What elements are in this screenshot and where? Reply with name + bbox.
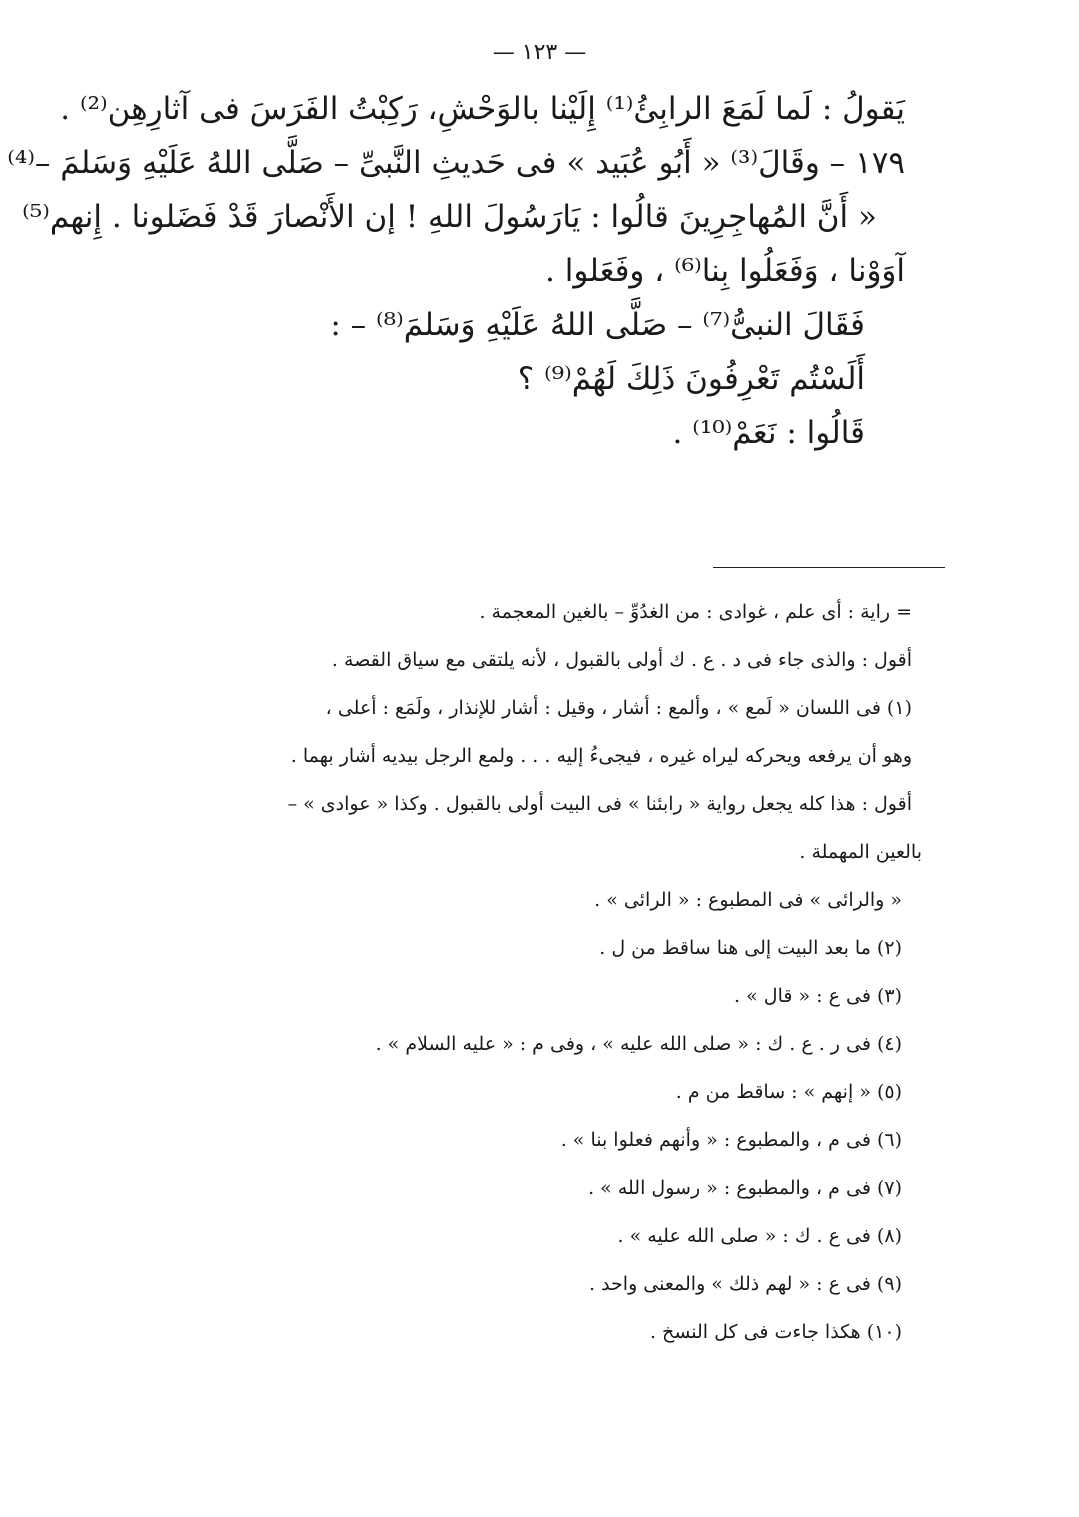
text-line: يَقولُ : لَما لَمَعَ الرابِئُ⁽¹⁾ إِلَيْنا بالوَحْشِ، رَكِبْتُ الفَرَسَ فى آثارِهِن⁽²⁾ .: [60, 91, 905, 127]
main-text: [7, 82, 905, 460]
page-number: — ١٢٣ —: [492, 40, 587, 65]
footnote-line: أقول : هذا كله يجعل رواية « رابئنا » فى البيت أولى بالقبول . وكذا « عوادى » –: [287, 793, 912, 815]
footnote-line: (٤) فى ر . ع . ك : « صلى الله عليه » ، وفى م : « عليه السلام » .: [375, 1033, 902, 1055]
footnote-line: (٢) ما بعد البيت إلى هنا ساقط من ل .: [599, 937, 902, 959]
text-line: « أَنَّ المُهاجِرِينَ قالُوا : يَارَسُولَ اللهِ ! إن الأَنْصارَ قَدْ فَضَلونا . إِنهم⁽⁵⁾: [22, 199, 877, 235]
text-line: آوَوْنا ، وَفَعَلُوا بِنا⁽⁶⁾ ، وفَعَلوا .: [545, 253, 905, 289]
footnote-separator: [713, 567, 945, 568]
footnote-line: وهو أن يرفعه ويحركه ليراه غيره ، فيجىءُ إليه . . . ولمع الرجل بيديه أشار بهما .: [290, 745, 912, 767]
text-line: ١٧٩ – وقَالَ⁽³⁾ « أَبُو عُبَيد » فى حَديثِ النَّبىِّ – صَلَّى اللهُ عَلَيْهِ وَسَلمَ –⁽⁴⁾: [7, 145, 905, 181]
footnote-line: = راية : أى علم ، غوادى : من الغدُوِّ – بالغين المعجمة .: [479, 601, 912, 623]
footnote-line: (٨) فى ع . ك : « صلى الله عليه » .: [617, 1225, 902, 1247]
text-line: أَلَسْتُم تَعْرِفُونَ ذَلِكَ لَهُمْ⁽⁹⁾ ؟: [517, 361, 865, 397]
footnotes: [130, 588, 922, 1356]
footnote-line: « والرائى » فى المطبوع : « الرائى » .: [594, 889, 902, 911]
text-line: فَقَالَ النبىُّ⁽⁷⁾ – صَلَّى اللهُ عَلَيْهِ وَسَلمَ⁽⁸⁾ – :: [330, 307, 865, 343]
text-line: قَالُوا : نَعَمْ⁽¹⁰⁾ .: [672, 415, 865, 451]
footnote-line: (١) فى اللسان « لَمع » ، وألمع : أشار ، وقيل : أشار للإنذار ، ولَمَع : أعلى ،: [325, 697, 912, 719]
footnote-line: بالعين المهملة .: [799, 841, 922, 863]
footnote-line: (٧) فى م ، والمطبوع : « رسول الله » .: [588, 1177, 902, 1199]
footnote-line: (٥) « إنهم » : ساقط من م .: [675, 1081, 902, 1103]
footnote-line: (١٠) هكذا جاءت فى كل النسخ .: [649, 1321, 902, 1343]
footnote-line: أقول : والذى جاء فى د . ع . ك أولى بالقبول ، لأنه يلتقى مع سياق القصة .: [331, 649, 912, 671]
footnote-line: (٩) فى ع : « لهم ذلك » والمعنى واحد .: [589, 1273, 902, 1295]
footnote-line: (٣) فى ع : « قال » .: [734, 985, 902, 1007]
footnote-line: (٦) فى م ، والمطبوع : « وأنهم فعلوا بنا » .: [560, 1129, 902, 1151]
